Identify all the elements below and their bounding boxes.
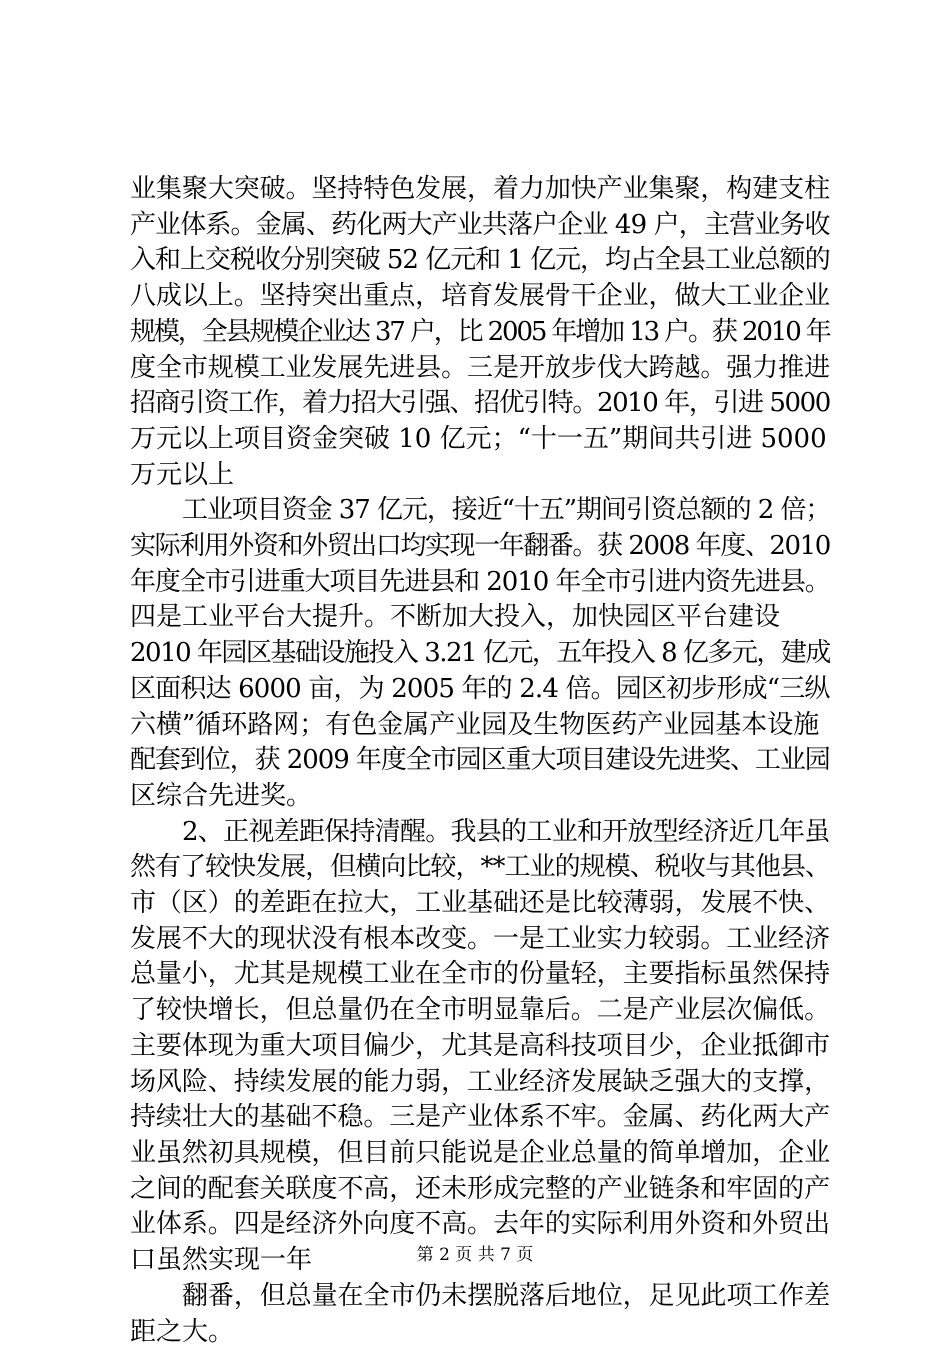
- text-line: 场风险、持续发展的能力弱，工业经济发展缺乏强大的支撑，: [130, 1065, 830, 1101]
- text-line: 实际利用外资和外贸出口均实现一年翻番。获 2008 年度、2010: [130, 529, 830, 565]
- text-line: 四是工业平台大提升。不断加大投入，加快园区平台建设: [130, 600, 830, 636]
- text-line: 业集聚大突破。坚持特色发展，着力加快产业集聚，构建支柱: [130, 172, 830, 208]
- text-line: 八成以上。坚持突出重点，培育发展骨干企业，做大工业企业: [130, 279, 830, 315]
- text-line: 区综合先进奖。: [130, 779, 830, 815]
- paragraph: [130, 1279, 830, 1350]
- text-line: 了较快增长，但总量仍在全市明显靠后。二是产业层次偏低。: [130, 993, 830, 1029]
- text-line: 万元以上: [130, 458, 830, 494]
- text-line: 度全市规模工业发展先进县。三是开放步伐大跨越。强力推进: [130, 351, 830, 387]
- document-body: [130, 172, 830, 1350]
- text-line: 工业项目资金 37 亿元，接近“十五”期间引资总额的 2 倍；: [130, 493, 830, 529]
- paragraph: [130, 493, 830, 814]
- paragraph: [130, 172, 830, 493]
- text-line: 总量小，尤其是规模工业在全市的份量轻，主要指标虽然保持: [130, 957, 830, 993]
- text-line: 持续壮大的基础不稳。三是产业体系不牢。金属、药化两大产: [130, 1100, 830, 1136]
- text-line: 发展不大的现状没有根本改变。一是工业实力较弱。工业经济: [130, 922, 830, 958]
- text-line: 招商引资工作，着力招大引强、招优引特。2010 年，引进 5000: [130, 386, 830, 422]
- text-line: 区面积达 6000 亩，为 2005 年的 2.4 倍。园区初步形成“三纵: [130, 672, 830, 708]
- text-line: 年度全市引进重大项目先进县和 2010 年全市引进内资先进县。: [130, 565, 830, 601]
- text-line: 业虽然初具规模，但目前只能说是企业总量的简单增加，企业: [130, 1136, 830, 1172]
- text-line: 之间的配套关联度不高，还未形成完整的产业链条和牢固的产: [130, 1172, 830, 1208]
- text-line: 配套到位，获 2009 年度全市园区重大项目建设先进奖、工业园: [130, 743, 830, 779]
- text-line: 入和上交税收分别突破 52 亿元和 1 亿元，均占全县工业总额的: [130, 243, 830, 279]
- text-line: 产业体系。金属、药化两大产业共落户企业 49 户，主营业务收: [130, 208, 830, 244]
- text-line: 口虽然实现一年: [130, 1243, 830, 1279]
- paragraph: [130, 815, 830, 1279]
- text-line: 市（区）的差距在拉大，工业基础还是比较薄弱，发展不快、: [130, 886, 830, 922]
- page-footer: 第 2 页 共 7 页: [0, 1244, 950, 1266]
- text-line: 业体系。四是经济外向度不高。去年的实际利用外资和外贸出: [130, 1207, 830, 1243]
- text-line: 2、正视差距保持清醒。我县的工业和开放型经济近几年虽: [130, 815, 830, 851]
- text-line: 万元以上项目资金突破 10 亿元；“十一五”期间共引进 5000: [130, 422, 830, 458]
- text-line: 然有了较快发展，但横向比较，**工业的规模、税收与其他县、: [130, 850, 830, 886]
- text-line: 六横”循环路网；有色金属产业园及生物医药产业园基本设施: [130, 708, 830, 744]
- text-line: 2010 年园区基础设施投入 3.21 亿元，五年投入 8 亿多元，建成: [130, 636, 830, 672]
- text-line: 规模，全县规模企业达 37 户，比 2005 年增加 13 户。获 2010 年: [130, 315, 830, 351]
- text-line: 距之大。: [130, 1315, 830, 1350]
- text-line: 主要体现为重大项目偏少，尤其是高科技项目少，企业抵御市: [130, 1029, 830, 1065]
- text-line: 翻番，但总量在全市仍未摆脱落后地位，足见此项工作差: [130, 1279, 830, 1315]
